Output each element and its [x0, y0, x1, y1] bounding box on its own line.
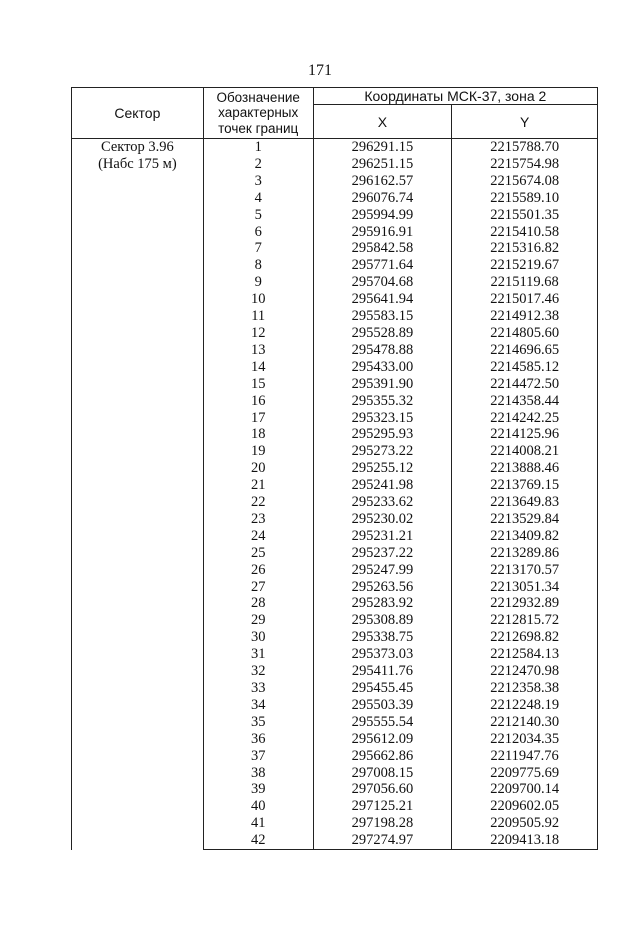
point-number-cell: 17	[203, 410, 313, 427]
y-coordinate-cell: 2212248.19	[452, 697, 598, 714]
table-body	[72, 139, 598, 850]
y-coordinate-cell: 2213888.46	[452, 460, 598, 477]
x-coordinate-cell: 295704.68	[313, 274, 452, 291]
x-coordinate-cell: 296162.57	[313, 173, 452, 190]
point-number-cell: 30	[203, 629, 313, 646]
y-coordinate-cell: 2214696.65	[452, 342, 598, 359]
point-number-cell: 34	[203, 697, 313, 714]
y-coordinate-cell: 2212358.38	[452, 680, 598, 697]
y-coordinate-cell: 2214358.44	[452, 393, 598, 410]
y-coordinate-cell: 2215754.98	[452, 156, 598, 173]
x-coordinate-cell: 295583.15	[313, 308, 452, 325]
header-point-designation	[203, 88, 313, 139]
y-coordinate-cell: 2209602.05	[452, 798, 598, 815]
y-coordinate-cell: 2214125.96	[452, 426, 598, 443]
point-number-cell: 13	[203, 342, 313, 359]
header-point-line-3: точек границ	[218, 120, 299, 136]
y-coordinate-cell: 2215674.08	[452, 173, 598, 190]
point-number-cell: 3	[203, 173, 313, 190]
y-coordinate-cell: 2212140.30	[452, 714, 598, 731]
x-coordinate-cell: 295255.12	[313, 460, 452, 477]
y-coordinate-cell: 2212815.72	[452, 612, 598, 629]
x-coordinate-cell: 295308.89	[313, 612, 452, 629]
point-number-cell: 21	[203, 477, 313, 494]
y-coordinate-cell: 2209775.69	[452, 765, 598, 782]
point-number-cell: 38	[203, 765, 313, 782]
point-number-cell: 24	[203, 528, 313, 545]
point-number-cell: 12	[203, 325, 313, 342]
point-number-cell: 9	[203, 274, 313, 291]
y-coordinate-cell: 2215316.82	[452, 240, 598, 257]
x-coordinate-cell: 295478.88	[313, 342, 452, 359]
x-coordinate-cell: 295555.54	[313, 714, 452, 731]
point-number-cell: 27	[203, 579, 313, 596]
x-coordinate-cell: 296291.15	[313, 139, 452, 156]
y-coordinate-cell: 2213051.34	[452, 579, 598, 596]
y-coordinate-cell: 2213289.86	[452, 545, 598, 562]
x-coordinate-cell: 295641.94	[313, 291, 452, 308]
y-coordinate-cell: 2215119.68	[452, 274, 598, 291]
point-number-cell: 25	[203, 545, 313, 562]
x-coordinate-cell: 295263.56	[313, 579, 452, 596]
y-coordinate-cell: 2214585.12	[452, 359, 598, 376]
x-coordinate-cell: 295273.22	[313, 443, 452, 460]
x-coordinate-cell: 295355.32	[313, 393, 452, 410]
header-point-line-2: характерных	[218, 105, 299, 121]
x-coordinate-cell: 295391.90	[313, 376, 452, 393]
x-coordinate-cell: 295528.89	[313, 325, 452, 342]
point-number-cell: 41	[203, 815, 313, 832]
y-coordinate-cell: 2213409.82	[452, 528, 598, 545]
point-number-cell: 5	[203, 207, 313, 224]
header-x: X	[313, 105, 452, 139]
x-coordinate-cell: 295323.15	[313, 410, 452, 427]
coordinates-table	[71, 87, 598, 850]
x-coordinate-cell: 295771.64	[313, 257, 452, 274]
x-coordinate-cell: 295433.00	[313, 359, 452, 376]
x-coordinate-cell: 297056.60	[313, 781, 452, 798]
y-coordinate-cell: 2215219.67	[452, 257, 598, 274]
point-number-cell: 22	[203, 494, 313, 511]
y-coordinate-cell: 2211947.76	[452, 748, 598, 765]
x-coordinate-cell: 295411.76	[313, 663, 452, 680]
x-coordinate-cell: 295455.45	[313, 680, 452, 697]
sector-name: Сектор 3.96	[100, 139, 174, 155]
point-number-cell: 42	[203, 832, 313, 849]
x-coordinate-cell: 295241.98	[313, 477, 452, 494]
sector-note: (Набс 175 м)	[98, 156, 177, 172]
point-number-cell: 14	[203, 359, 313, 376]
point-number-cell: 2	[203, 156, 313, 173]
y-coordinate-cell: 2212034.35	[452, 731, 598, 748]
header-coordinates: Координаты МСК-37, зона 2	[313, 88, 597, 105]
point-number-cell: 31	[203, 646, 313, 663]
x-coordinate-cell: 295338.75	[313, 629, 452, 646]
x-coordinate-cell: 297198.28	[313, 815, 452, 832]
point-number-cell: 20	[203, 460, 313, 477]
x-coordinate-cell: 295612.09	[313, 731, 452, 748]
y-coordinate-cell: 2214805.60	[452, 325, 598, 342]
y-coordinate-cell: 2215501.35	[452, 207, 598, 224]
y-coordinate-cell: 2212470.98	[452, 663, 598, 680]
y-coordinate-cell: 2215589.10	[452, 190, 598, 207]
point-number-cell: 28	[203, 595, 313, 612]
point-number-cell: 18	[203, 426, 313, 443]
x-coordinate-cell: 295247.99	[313, 562, 452, 579]
y-coordinate-cell: 2209413.18	[452, 832, 598, 849]
point-number-cell: 1	[203, 139, 313, 156]
point-number-cell: 10	[203, 291, 313, 308]
y-coordinate-cell: 2214242.25	[452, 410, 598, 427]
y-coordinate-cell: 2209700.14	[452, 781, 598, 798]
point-number-cell: 7	[203, 240, 313, 257]
point-number-cell: 16	[203, 393, 313, 410]
point-number-cell: 15	[203, 376, 313, 393]
point-number-cell: 6	[203, 224, 313, 241]
x-coordinate-cell: 295231.21	[313, 528, 452, 545]
point-number-cell: 36	[203, 731, 313, 748]
table-row	[72, 139, 598, 156]
y-coordinate-cell: 2215788.70	[452, 139, 598, 156]
header-y: Y	[452, 105, 598, 139]
page-number: 171	[308, 62, 332, 79]
point-number-cell: 32	[203, 663, 313, 680]
point-number-cell: 11	[203, 308, 313, 325]
point-number-cell: 37	[203, 748, 313, 765]
x-coordinate-cell: 295233.62	[313, 494, 452, 511]
x-coordinate-cell: 295503.39	[313, 697, 452, 714]
point-number-cell: 35	[203, 714, 313, 731]
x-coordinate-cell: 295373.03	[313, 646, 452, 663]
point-number-cell: 4	[203, 190, 313, 207]
point-number-cell: 40	[203, 798, 313, 815]
y-coordinate-cell: 2213769.15	[452, 477, 598, 494]
y-coordinate-cell: 2214472.50	[452, 376, 598, 393]
x-coordinate-cell: 295230.02	[313, 511, 452, 528]
x-coordinate-cell: 296076.74	[313, 190, 452, 207]
x-coordinate-cell: 295842.58	[313, 240, 452, 257]
x-coordinate-cell: 295237.22	[313, 545, 452, 562]
x-coordinate-cell: 295295.93	[313, 426, 452, 443]
y-coordinate-cell: 2213649.83	[452, 494, 598, 511]
y-coordinate-cell: 2215410.58	[452, 224, 598, 241]
x-coordinate-cell: 295994.99	[313, 207, 452, 224]
point-number-cell: 26	[203, 562, 313, 579]
point-number-cell: 19	[203, 443, 313, 460]
y-coordinate-cell: 2214008.21	[452, 443, 598, 460]
y-coordinate-cell: 2215017.46	[452, 291, 598, 308]
point-number-cell: 39	[203, 781, 313, 798]
point-number-cell: 8	[203, 257, 313, 274]
x-coordinate-cell: 295283.92	[313, 595, 452, 612]
x-coordinate-cell: 297008.15	[313, 765, 452, 782]
point-number-cell: 23	[203, 511, 313, 528]
sector-cell	[72, 139, 204, 850]
x-coordinate-cell: 295662.86	[313, 748, 452, 765]
point-number-cell: 29	[203, 612, 313, 629]
x-coordinate-cell: 295916.91	[313, 224, 452, 241]
x-coordinate-cell: 297274.97	[313, 832, 452, 849]
header-sector: Сектор	[72, 88, 204, 139]
y-coordinate-cell: 2212698.82	[452, 629, 598, 646]
point-number-cell: 33	[203, 680, 313, 697]
y-coordinate-cell: 2212584.13	[452, 646, 598, 663]
y-coordinate-cell: 2213170.57	[452, 562, 598, 579]
y-coordinate-cell: 2214912.38	[452, 308, 598, 325]
header-point-line-1: Обозначение	[216, 89, 300, 105]
y-coordinate-cell: 2209505.92	[452, 815, 598, 832]
x-coordinate-cell: 296251.15	[313, 156, 452, 173]
x-coordinate-cell: 297125.21	[313, 798, 452, 815]
y-coordinate-cell: 2212932.89	[452, 595, 598, 612]
y-coordinate-cell: 2213529.84	[452, 511, 598, 528]
